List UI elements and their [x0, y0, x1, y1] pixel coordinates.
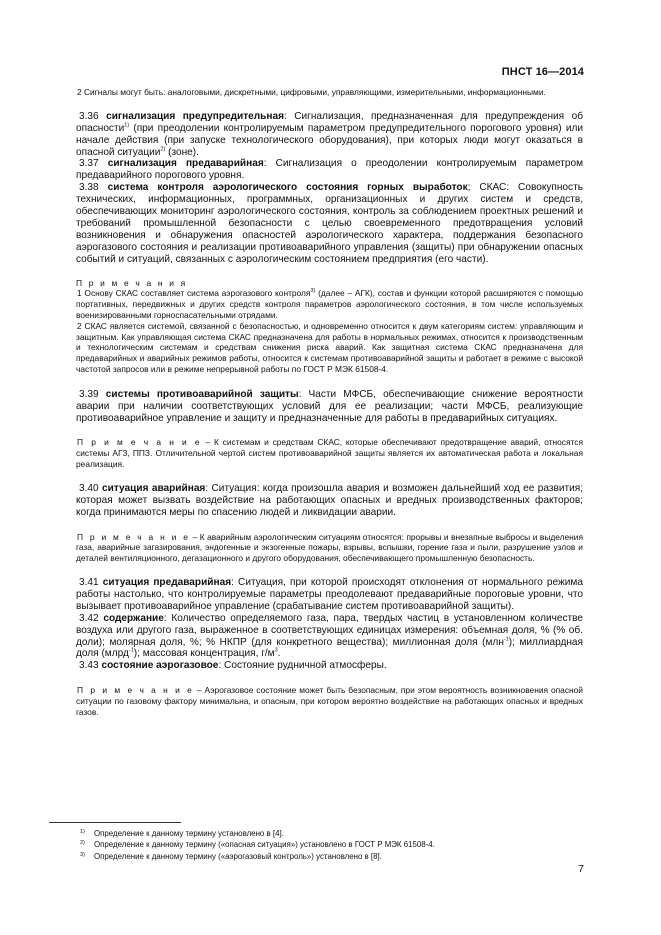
- term-number: 3.41: [79, 576, 99, 588]
- term-number: 3.42: [79, 612, 99, 624]
- note-label: П р и м е ч а н и е: [77, 685, 194, 696]
- term-title: содержание: [103, 612, 164, 624]
- footnote-ref[interactable]: 3): [310, 288, 316, 295]
- footnote-separator: [49, 822, 181, 823]
- term-definition-end: .: [277, 648, 281, 660]
- footnote-item: [80, 828, 560, 839]
- term-3-43: [76, 660, 583, 672]
- term-title: сигнализация предаварийная: [107, 158, 264, 170]
- term-definition: : Ситуация, при которой происходят отклонения от нормального режима работы настолько, что контролируемые параметры преодолевают предаварийные пороговые уровни, что вызывает противоаварийное управление (срабатывание систем противоаварийной защиты).: [76, 576, 583, 612]
- term-title: ситуация аварийная: [102, 482, 206, 494]
- footnote-mark: 1): [80, 829, 85, 835]
- note-text: – К аварийным аэрологическим ситуациям относятся: прорывы и внезапные выбросы и выделения газа, аварийные загазирования, эндогенные и экзогенные пожары, взрывы, вспышки, горение газа и пыли, разрушение узлов и деталей вентиляционного, дегазационного и другого оборудования, обеспечивающего промышленную безопасность.: [76, 531, 583, 564]
- footnote-item: [80, 839, 560, 850]
- footnote-text: Определение к данному термину («аэрогазовый контроль») установлено в [8].: [94, 851, 382, 861]
- footnote-text: Определение к данному термину («опасная ситуация») установлено в ГОСТ Р МЭК 61508-4.: [94, 840, 435, 850]
- term-definition-cont: (при преодолении контролируемым параметром предупредительного порогового уровня) или начале действия (при запуске технологического оборудования), при которых люди могут оказаться в опасной ситуации: [76, 122, 583, 158]
- term-3-40: [76, 483, 583, 519]
- page-number: 7: [578, 863, 584, 875]
- notes-heading: П р и м е ч а н и я: [76, 277, 188, 288]
- term-definition-end: (зоне).: [165, 146, 199, 158]
- term-title: сигнализация предупредительная: [106, 110, 284, 122]
- footnote-text: Определение к данному термину установлено в [4].: [94, 829, 284, 838]
- term-definition-cont: ); миллиардная доля (млрд: [76, 636, 583, 660]
- note-label: П р и м е ч а н и е: [77, 531, 191, 542]
- footnote-mark: 2): [80, 840, 85, 847]
- note-text-cont: (далее – АГК), состав и функции которой расширяются с помощью портативных, передвижных и других средств контроля параметров аэрологического состояния, в том числе используемых военизированными горноспасательными отрядами.: [76, 288, 583, 320]
- footnote-ref[interactable]: 1): [124, 122, 130, 129]
- unit-exponent: 3: [274, 648, 278, 655]
- note-3-39: [76, 437, 583, 469]
- term-title: состояние аэрогазовое: [101, 660, 219, 672]
- term-title: системы противоаварийной защиты: [105, 388, 299, 400]
- term-definition: : Сигнализация, предназначенная для предупреждения об опасности: [76, 110, 583, 134]
- term-definition: : Количество определяемого газа, пара, твердых частиц в установленном количестве воздуха или другого газа, выраженное в соответствующих единицах измерения: объемная доля, % (% об. доли); молярная доля, %; % НКПР (для конкретного вещества); миллионная доля (млн: [76, 612, 583, 648]
- term-3-39: [76, 389, 583, 425]
- term-number: 3.38: [79, 182, 99, 194]
- term-definition: : Ситуация: когда произошла авария и возможен дальнейший ход ее развития; которая может вызвать воздействие на работающих опасных и вредных производственных факторов; когда принимаются меры по спасению людей и ликвидации аварии.: [76, 482, 584, 518]
- term-3-41: [76, 577, 583, 613]
- intro-note: 2 Сигналы могут быть: аналоговыми, дискретными, цифровыми, управляющими, измерительными, информационными.: [77, 87, 546, 97]
- page-content: [76, 87, 583, 718]
- document-id-header: ПНСТ 16—2014: [501, 66, 584, 78]
- term-definition: ; СКАС: Совокупность технических, информационных, программных, организационных и других систем и средств, обеспечивающих мониторинг аэрологического состояния, контроль за соблюдением проектных решений и требований промышленной безопасности с целью своевременного предотвращения условий возникновения и обнаружения опасностей аэрологического характера, поддержания безопасного аэрогазового состояния и реализации противоаварийного управления (защиты) при обнаружении опасных событий и ситуаций, связанных с аэрологическим состоянием предприятия (его части).: [76, 182, 583, 265]
- term-number: 3.37: [79, 158, 99, 170]
- footnotes: [80, 828, 560, 862]
- note-3-43: [76, 685, 583, 717]
- term-number: 3.36: [79, 110, 99, 122]
- term-definition: : Сигнализация о преодолении контролируемым параметром предаварийного порогового уровня.: [76, 158, 584, 182]
- footnote-ref[interactable]: 2): [160, 146, 166, 153]
- term-number: 3.39: [79, 388, 99, 400]
- note-text: – К системам и средствам СКАС, которые обеспечивают предотвращение аварий, относятся системы АГЗ, ППЗ. Отличительной чертой систем противоаварийной защиты является их автоматическая работа и локальная реализация.: [76, 437, 583, 470]
- note-text: 1 Основу СКАС составляет система аэрогазового контроля: [77, 288, 311, 299]
- term-definition: : Части МФСБ, обеспечивающие снижение вероятности аварии при наличии соответствующих условий для ее реализации; части МФСБ, реализующие противоаварийное управление и защиту и предназначенные для работы в предаварийных ситуациях.: [76, 388, 583, 424]
- term-title: ситуация предаварийная: [102, 576, 232, 588]
- unit-exponent: -1: [503, 636, 509, 643]
- term-definition: : Состояние рудничной атмосферы.: [218, 660, 387, 672]
- term-3-38: [76, 182, 583, 265]
- footnote-item: [80, 851, 560, 862]
- unit-exponent: -1: [128, 648, 134, 655]
- note-text: – Аэрогазовое состояние может быть безопасным, при этом вероятность возникновения опасной ситуации по газовому фактору минимальна, и опасным, при котором вероятно воздействие на работающих опасных и вредных газов.: [76, 685, 583, 717]
- term-number: 3.43: [79, 660, 99, 672]
- term-definition-cont: ); массовая концентрация, г/м: [133, 648, 275, 660]
- term-title: система контроля аэрологического состояния горных выработок: [107, 182, 468, 194]
- note-label: П р и м е ч а н и е: [77, 437, 202, 448]
- footnote-mark: 3): [80, 851, 85, 858]
- note-2: 2 СКАС является системой, связанной с безопасностью, и одновременно относится к двум категориям систем: управляющим и защитным. Как управляющая система СКАС предназначена для работы в нормальных режимах, относится к производственным и технологическим системам и средствам снижения риска аварий. Как защитная система СКАС предназначена для предаварийных и аварийных режимов работы, относится к системам противоаварийной защиты и работает в режиме с высокой частотой запросов или в режиме непрерывной работы по ГОСТ Р МЭК 61508-4.: [76, 320, 583, 374]
- term-3-36: [76, 111, 583, 159]
- term-3-42: [76, 613, 583, 661]
- term-number: 3.40: [79, 482, 99, 494]
- term-3-37: [76, 158, 583, 182]
- note-1: [76, 288, 583, 320]
- note-3-40: [76, 532, 583, 564]
